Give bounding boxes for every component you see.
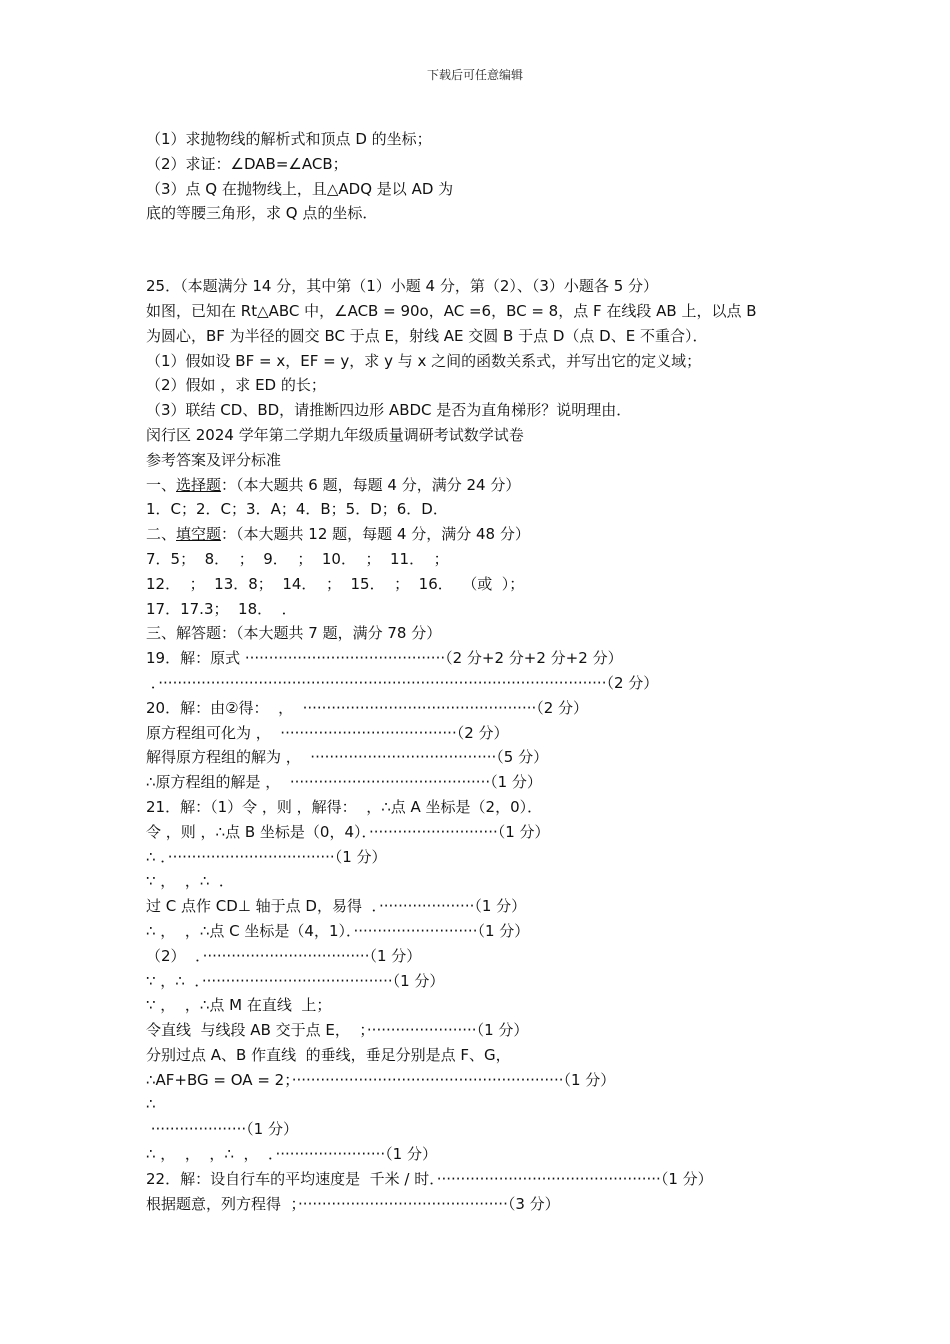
text-line: 分别过点 A、B 作直线 的垂线，垂足分别是点 F、G， xyxy=(146,1045,511,1064)
text-line: 参考答案及评分标准 xyxy=(146,450,282,469)
text-line: 闵行区 2024 学年第二学期九年级质量调研考试数学试卷 xyxy=(146,425,524,444)
text-line: 25．（本题满分 14 分，其中第（1）小题 4 分，第（2）、（3）小题各 5 分） xyxy=(146,277,659,296)
text-line: （1）假如设 BF = x，EF = y，求 y 与 x 之间的函数关系式，并写出它的定义域； xyxy=(146,351,702,370)
text-line: 原方程组可化为 ， ·····································（2 分） xyxy=(146,723,509,742)
text-line: 19．解：原式 ··········································（2 分+2 分+2 分+2 分） xyxy=(146,649,623,668)
section-fill-heading xyxy=(146,522,826,547)
text-line: （2）求证：∠DAB=∠ACB； xyxy=(146,154,348,173)
spacer xyxy=(146,226,826,274)
text-line: 令直线 与线段 AB 交于点 E， ；·······················（1 分） xyxy=(146,1021,529,1040)
text-line: 根据题意，列方程得 ；············································（3 分） xyxy=(146,1194,560,1213)
section-title: 填空题 xyxy=(176,525,222,544)
text-line: ．······························································································（2 分） xyxy=(146,673,659,692)
text-line: （1）求抛物线的解析式和顶点 D 的坐标； xyxy=(146,130,432,148)
text-line: 令 ，则 ，∴点 B 坐标是（0，4）．···························（1 分） xyxy=(146,822,550,841)
text-line: （3）点 Q 在抛物线上，且△ADQ 是以 AD 为 xyxy=(146,179,454,198)
text-line: 21．解：（1）令 ，则 ，解得： ，∴点 A 坐标是（2，0）． xyxy=(146,797,543,816)
text-line: ∴ ．···································（1 分） xyxy=(146,847,387,866)
text-line: 如图，已知在 Rt△ABC 中，∠ACB = 90o，AC =6，BC = 8，点 F 在线段 AB 上，以点 B xyxy=(146,301,757,320)
text-line: 三、解答题：（本大题共 7 题，满分 78 分） xyxy=(146,624,442,643)
text-line: 22．解：设自行车的平均速度是 千米 / 时．···············································（1 分） xyxy=(146,1169,713,1188)
text-line: 为圆心，BF 为半径的圆交 BC 于点 E，射线 AE 交圆 B 于点 D（点 D、E 不重合）． xyxy=(146,326,708,345)
text-line: ∴ xyxy=(146,1095,156,1114)
text-line: （3）联结 CD、BD，请推断四边形 ABDC 是否为直角梯形？说明理由． xyxy=(146,401,632,420)
text-line: 过 C 点作 CD⊥ 轴于点 D，易得 ．····················（1 分） xyxy=(146,897,527,916)
text-line: ∴ ， ， ，∴ ， ．·······················（1 分） xyxy=(146,1145,437,1164)
document-body xyxy=(146,127,826,1216)
text-line: 12． ； 13．8； 14． ； 15． ； 16． （或 ）； xyxy=(146,574,525,593)
text-line: ∴AF+BG = OA = 2；·························································（1 分） xyxy=(146,1070,616,1089)
section-choice-heading xyxy=(146,473,826,498)
text-line: ····················（1 分） xyxy=(146,1120,298,1139)
text-line: 1．C；2．C；3．A；4．B；5．D；6．D． xyxy=(146,500,448,519)
text-line: ∴ ， ，∴点 C 坐标是（4，1）．··························（1 分） xyxy=(146,921,530,940)
section-note: ：（本大题共 6 题，每题 4 分，满分 24 分） xyxy=(221,475,521,494)
text-line: ∵ ， ，∴ ． xyxy=(146,872,234,891)
section-prefix: 二、 xyxy=(146,525,177,544)
text-line: （2）假如 ，求 ED 的长； xyxy=(146,376,326,395)
text-line: ∵ ， ，∴点 M 在直线 上； xyxy=(146,996,332,1015)
text-line: 底的等腰三角形，求 Q 点的坐标． xyxy=(146,204,378,223)
question-25-and-answers xyxy=(146,274,826,1216)
text-line: 7．5； 8． ； 9． ； 10． ； 11． ； xyxy=(146,549,449,568)
section-note: ：（本大题共 12 题，每题 4 分，满分 48 分） xyxy=(221,525,530,544)
text-line: （2） ．···································（1 分） xyxy=(146,946,422,965)
text-line: 17．17.3； 18． ． xyxy=(146,599,297,618)
page-header: 下载后可任意编辑 xyxy=(426,68,523,82)
section-title: 选择题 xyxy=(176,475,222,494)
text-line: 解得原方程组的解为 ， ·······································（5 分） xyxy=(146,748,549,767)
section-prefix: 一、 xyxy=(146,475,177,494)
text-line: ∴原方程组的解是 ， ··········································（1 分） xyxy=(146,773,542,792)
text-line: ∵ ，∴ ．········································（1 分） xyxy=(146,971,445,990)
question-24-parts xyxy=(146,127,826,226)
text-line: 20．解：由②得： ， ·················································（2 分） xyxy=(146,698,589,717)
